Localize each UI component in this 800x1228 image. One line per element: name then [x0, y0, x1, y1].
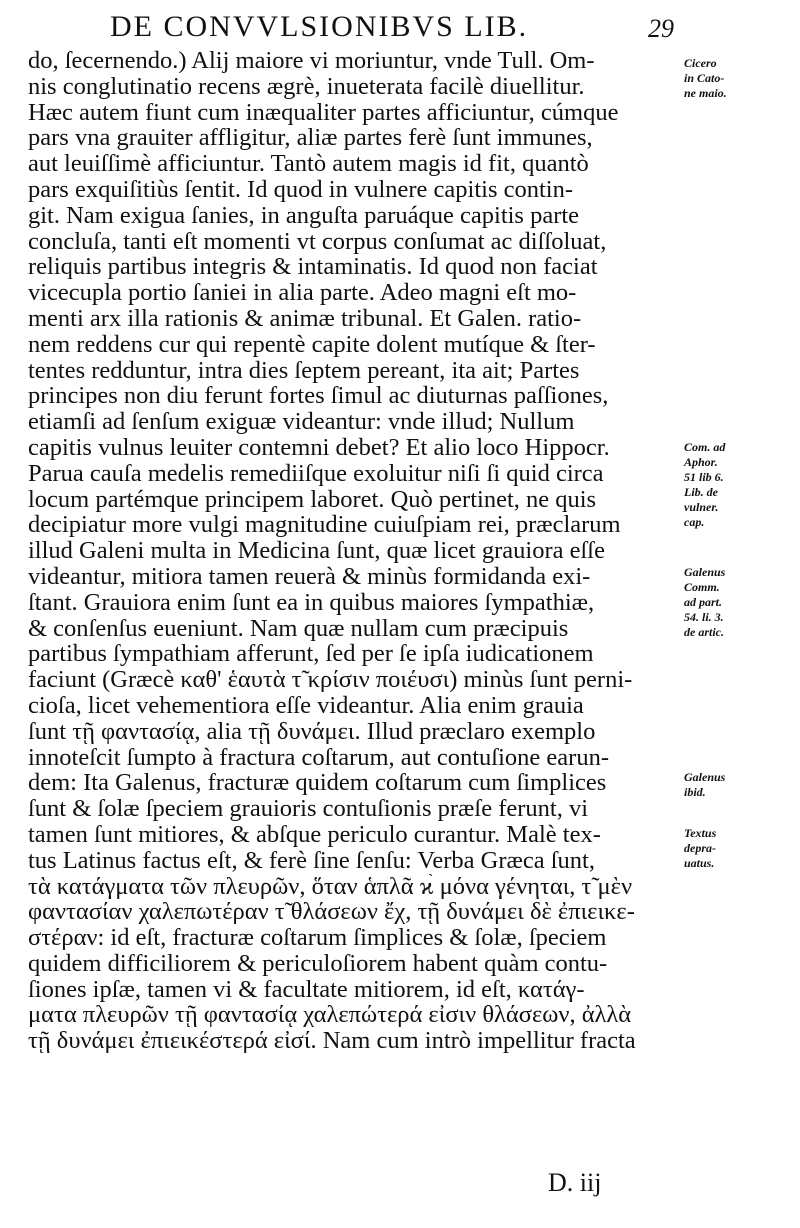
- margin-note-line: ibid.: [684, 785, 706, 799]
- margin-note-line: vulner.: [684, 500, 719, 514]
- margin-note-line: ad part.: [684, 595, 723, 609]
- text-line: innoteſcit ſumpto à fractura coſtarum, aut contuſione earun-: [28, 744, 609, 771]
- text-line: faciunt (Græcè καθ' ἑαυτὰ τ̃ κρίσιν ποιέυσι) minùs ſunt perni-: [28, 667, 633, 693]
- margin-note-line: Lib. de: [684, 485, 718, 499]
- margin-note-com-ad-aphor: [684, 440, 796, 530]
- margin-note-line: cap.: [684, 515, 705, 529]
- text-line: menti arx illa rationis & animæ tribunal. Et Galen. ratio-: [28, 305, 582, 332]
- text-line: locum partémque principem laboret. Quò pertinet, ne quis: [28, 486, 597, 513]
- text-line: ſunt τῇ φαντασίᾳ, alia τῇ δυνάμει. Illud præclaro exemplo: [28, 718, 596, 745]
- text-line: tamen ſunt mitiores, & abſque periculo curantur. Malè tex-: [28, 821, 601, 848]
- text-line: aut leuiſſimè afficiuntur. Tantò autem magis id fit, quantò: [28, 151, 589, 177]
- text-line: concluſa, tanti eſt momenti vt corpus conſumat ac diſſoluat,: [28, 228, 607, 255]
- text-line: decipiatur more vulgi magnitudine cuiuſpiam rei, præclarum: [28, 512, 621, 539]
- text-line: Hæc autem fiunt cum inæqualiter partes afficiuntur, cúmque: [28, 99, 619, 126]
- margin-note-line: in Cato-: [684, 71, 725, 85]
- text-line: quidem difficiliorem & periculoſiorem habent quàm contu-: [28, 950, 608, 977]
- text-line: etiamſi ad ſenſum exiguæ videantur: vnde illud; Nullum: [28, 409, 575, 435]
- margin-note-line: Com. ad: [684, 440, 726, 454]
- text-line: git. Nam exigua ſanies, in anguſta paruáque capitis parte: [28, 202, 580, 229]
- margin-note-galenus-comm: [684, 565, 796, 640]
- text-line: videantur, mitiora tamen reuerà & minùs formidanda exi-: [28, 563, 591, 590]
- text-line: Parua cauſa medelis remediiſque exoluitur niſi ſi quid circa: [28, 460, 604, 487]
- text-line: tentes redduntur, intra dies ſeptem pereant, ita ait; Partes: [28, 357, 580, 384]
- text-line: τὰ κατάγματα τῶν πλευρῶν, ὅταν ἁπλᾶ ϰ̀ μόνα γένηται, τ̃ μὲν: [28, 873, 633, 900]
- text-line: reliquis partibus integris & intaminatis. Id quod non faciat: [28, 254, 598, 281]
- running-title: DE CONVVLSIONIBVS LIB.: [110, 10, 529, 43]
- text-line: pars exquiſitiùs ſentit. Id quod in vulnere capitis contin-: [28, 176, 574, 203]
- margin-note-line: uatus.: [684, 856, 715, 870]
- body-text: [28, 48, 688, 1054]
- text-line: φαντασίαν χαλεπωτέραν τ̃ θλάσεων ἔχ, τῇ δυνάμει δὲ ἐπιεικε-: [28, 899, 635, 926]
- text-line: ſiones ipſæ, tamen vi & facultate mitiorem, id eſt, κατάγ-: [28, 976, 585, 1003]
- margin-note-line: de artic.: [684, 625, 724, 639]
- margin-note-cicero: [684, 56, 796, 101]
- page-number: 29: [648, 14, 674, 43]
- text-line: illud Galeni multa in Medicina ſunt, quæ licet grauiora eſſe: [28, 538, 605, 564]
- margin-note-line: 51 lib 6.: [684, 470, 724, 484]
- text-line: cioſa, licet vehementiora eſſe videantur. Alia enim grauia: [28, 692, 584, 719]
- margin-note-line: Comm.: [684, 580, 720, 594]
- margin-note-textus: [684, 826, 796, 871]
- signature-mark: D. iij: [548, 1168, 602, 1197]
- text-line: do, ſecernendo.) Alij maiore vi moriuntur, vnde Tull. Om-: [28, 48, 595, 74]
- text-line: vicecupla portio ſaniei in alia parte. Adeo magni eſt mo-: [28, 280, 577, 306]
- text-line: dem: Ita Galenus, fracturæ quidem coſtarum cum ſimplices: [28, 770, 607, 797]
- margin-note-line: Textus: [684, 826, 717, 840]
- text-line: τῇ δυνάμει ἐπιεικέστερά εἰσί. Nam cum intrò impellitur fracta: [28, 1028, 636, 1055]
- text-line: capitis vulnus leuiter contemni debet? Et alio loco Hippocr.: [28, 434, 610, 461]
- text-line: ſtant. Grauiora enim ſunt ea in quibus maiores ſympathiæ,: [28, 589, 595, 616]
- text-line: partibus ſympathiam afferunt, ſed per ſe ipſa iudicationem: [28, 641, 594, 668]
- margin-note-line: Cicero: [684, 56, 717, 70]
- text-line: pars vna grauiter affligitur, aliæ partes ferè ſunt immunes,: [28, 125, 593, 152]
- text-line: nis conglutinatio recens ægrè, inueterata facilè diuellitur.: [28, 73, 585, 100]
- text-line: & conſenſus eueniunt. Nam quæ nullam cum præcipuis: [28, 615, 569, 642]
- margin-note-line: Galenus: [684, 770, 726, 784]
- text-line: ματα πλευρῶν τῇ φαντασίᾳ χαλεπώτερά εἰσιν θλάσεων, ἀλλὰ: [28, 1002, 632, 1029]
- margin-note-line: 54. li. 3.: [684, 610, 724, 624]
- margin-note-galenus-ibid: [684, 770, 796, 800]
- text-line: στέραν: id eſt, fracturæ coſtarum ſimplices & ſolæ, ſpeciem: [28, 925, 607, 951]
- margin-note-line: depra-: [684, 841, 716, 855]
- text-line: principes non diu ferunt fortes ſimul ac diuturnas paſſiones,: [28, 383, 609, 410]
- margin-note-line: Galenus: [684, 565, 726, 579]
- margin-note-line: Aphor.: [684, 455, 718, 469]
- text-line: nem reddens cur qui repentè capite dolent mutíque & ſter-: [28, 331, 596, 358]
- text-line: tus Latinus factus eſt, & ferè ſine ſenſu: Verba Græca ſunt,: [28, 847, 595, 874]
- margin-note-line: ne maio.: [684, 86, 727, 100]
- text-line: ſunt & ſolæ ſpeciem grauioris contuſionis præſe ferunt, vi: [28, 796, 589, 822]
